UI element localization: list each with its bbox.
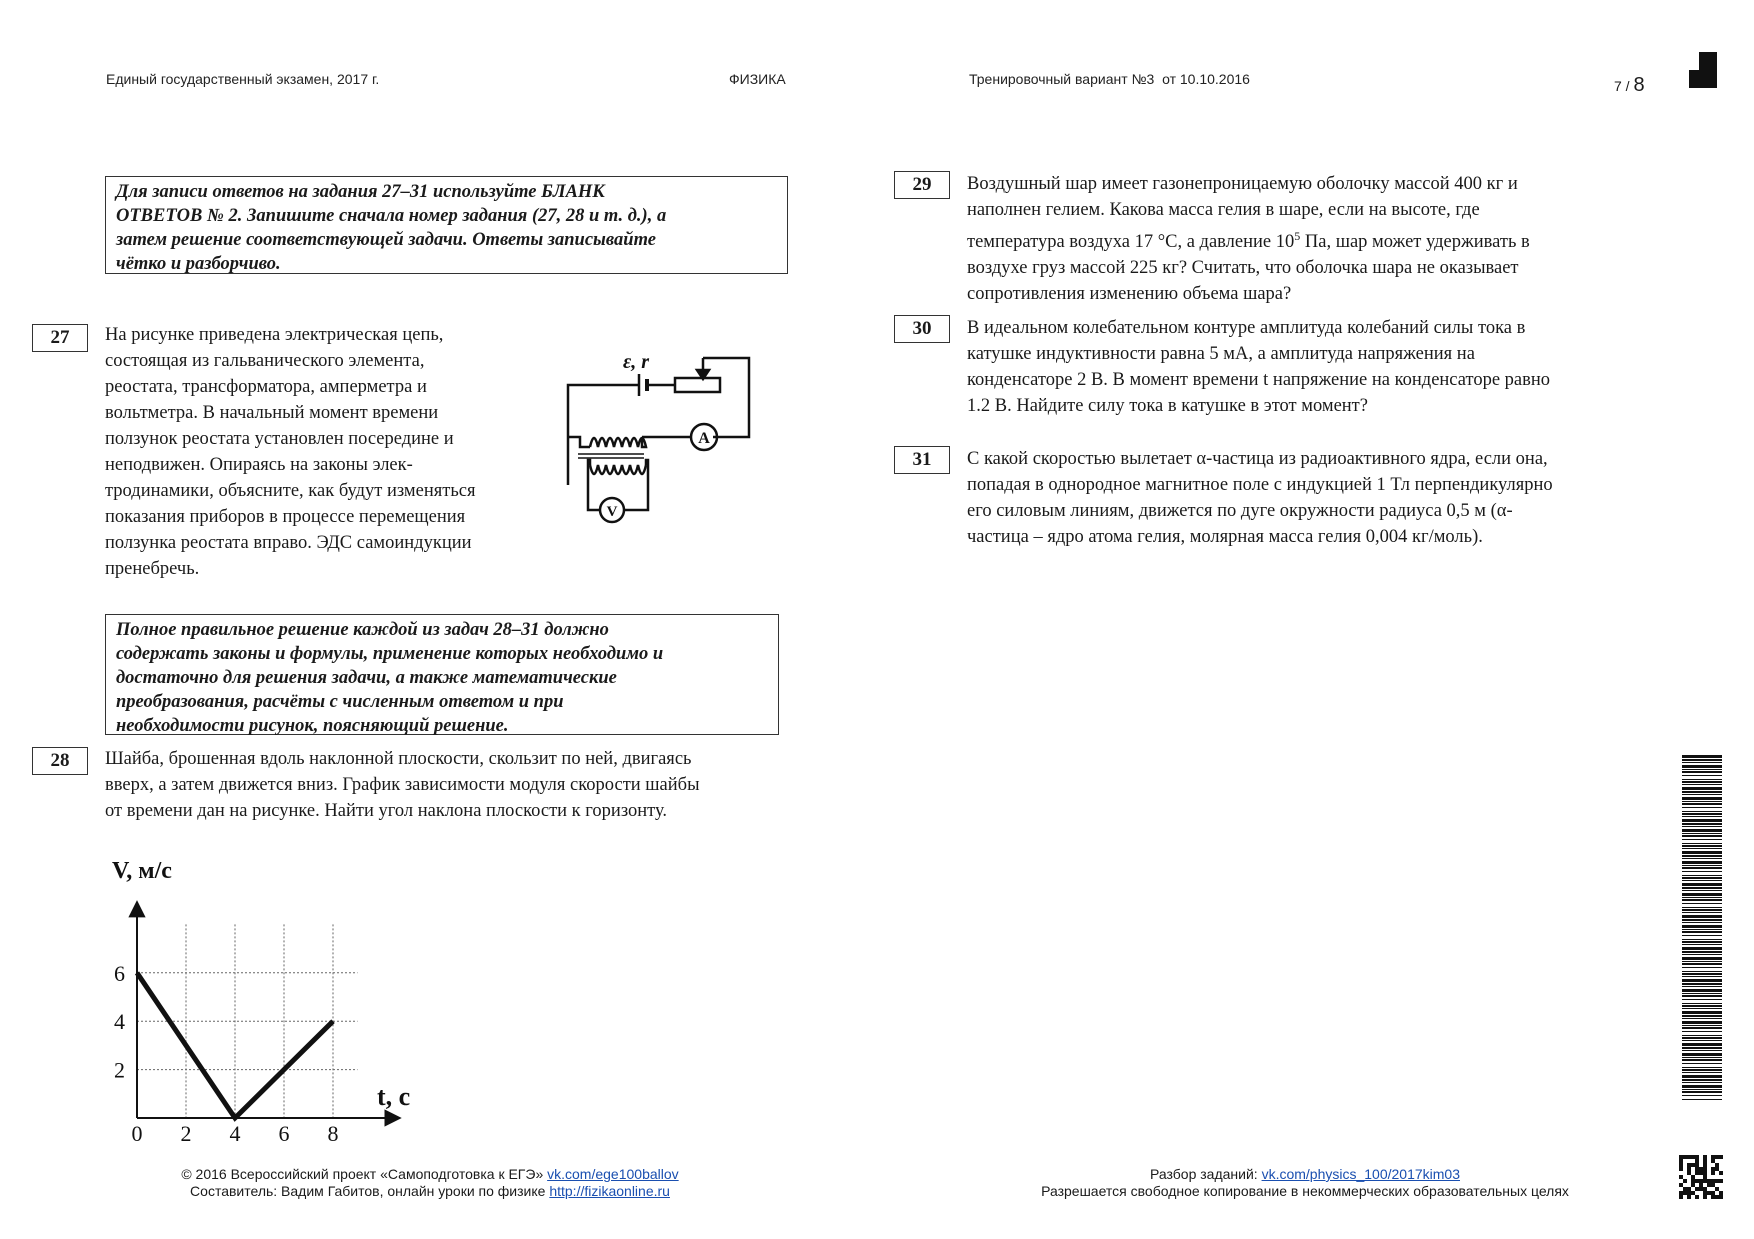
x-axis-arrow-icon [386,1111,400,1125]
page-current: 7 [1614,78,1622,94]
task-number-30: 30 [894,315,950,343]
secondary-coil-icon [590,465,646,474]
header-subject: ФИЗИКА [729,71,786,87]
footer-left [150,1166,710,1200]
instruction-top: Для записи ответов на задания 27–31 используйте БЛАНК ОТВЕТОВ № 2. Запишите сначала номер задания (27, 28 и т. д.), а затем решение соответствующей задачи. Ответы записывайте чётко и разборчиво. [105,176,788,274]
velocity-chart [95,850,435,1150]
task29-line-pressure: температура воздуха 17 °C, а давление $10^5$ Па, шар может удерживать в [967,229,1530,253]
task30-text: В идеальном колебательном контуре амплитуда колебаний силы тока в катушке индуктивности равна 5 мА, а амплитуда напряжения на конденсаторе 2 В. В момент времени t напряжение на конденсаторе равно 1.2 В. Найдите силу тока в катушке в этот момент? [967,318,1551,416]
x-tick-label: 8 [327,1121,339,1146]
corner-marker-icon [1689,52,1717,88]
footer-right [1000,1166,1610,1200]
footer-author-line: Составитель: Вадим Габитов, онлайн уроки по физике http://fizikaonline.ru [190,1183,670,1199]
footer-license: Разрешается свободное копирование в некоммерческих образовательных целях [1041,1183,1569,1199]
task29-text: Воздушный шар имеет газонепроницаемую оболочку массой 400 кг и наполнен гелием. Какова масса гелия в шаре, если на высоте, где температура воздуха 17 °C, а давление $10^5$ Па, шар может удерживать в воздухе груз массой 225 кг? Считать, что оболочка шара не оказывает сопротивления изменению объема шара? [967,174,1530,305]
qr-code-icon [1679,1155,1723,1199]
y-axis-arrow-icon [130,902,144,916]
task-number-27: 27 [32,324,88,352]
page-separator: / [1621,78,1634,94]
x-tick-label: 4 [229,1121,241,1146]
x-axis-label: t, с [377,1082,411,1111]
y-tick-label: 6 [114,960,125,986]
footer-project-line: © 2016 Всероссийский проект «Самоподготовка к ЕГЭ» vk.com/ege100ballov [181,1166,679,1182]
x-tick-label: 6 [278,1121,290,1146]
footer-analysis-line: Разбор заданий: vk.com/physics_100/2017kim03 [1150,1166,1460,1182]
task-number-28: 28 [32,747,88,775]
task28-text: Шайба, брошенная вдоль наклонной плоскости, скользит по ней, двигаясь вверх, а затем движется вниз. График зависимости модуля скорости шайбы от времени дан на рисунке. Найти угол наклона плоскости к горизонту. [105,749,700,821]
circuit-wire-coil-left [568,437,590,447]
task27-text: На рисунке приведена электрическая цепь, состоящая из гальванического элемента, реостата, трансформатора, амперметра и вольтметра. В начальный момент времени ползунок реостата установлен посередине и неподвижен. Опираясь на законы элек- тродинамики, объясните, как будут изменяться показания приборов в процессе перемещения ползунка реостата вправо. ЭДС самоиндукции пренебречь. [105,325,476,579]
x-tick-label: 0 [131,1121,143,1146]
footer-analysis-link[interactable]: vk.com/physics_100/2017kim03 [1261,1166,1460,1182]
y-tick-label: 2 [114,1057,125,1083]
instruction-mid: Полное правильное решение каждой из задач 28–31 должно содержать законы и формулы, применение которых необходимо и достаточно для решения задачи, а также математические преобразования, расчёты с численным ответом и при необходимости рисунок, поясняющий решение. [105,614,779,735]
circuit-diagram [560,340,760,530]
page-number [1614,74,1645,97]
ammeter-label: A [698,430,710,447]
header-variant: Тренировочный вариант №3 от 10.10.2016 [969,71,1250,87]
task31-text: С какой скоростью вылетает α-частица из радиоактивного ядра, если она, попадая в однородное магнитное поле с индукцией 1 Тл перпендикулярно его силовым линиям, движется по дуге окружности радиуса 0,5 м (α- частица – ядро атома гелия, молярная масса гелия 0,004 кг/моль). [967,449,1553,547]
barcode-icon [1682,755,1722,1101]
footer-author-link[interactable]: http://fizikaonline.ru [549,1183,670,1199]
y-tick-label: 4 [114,1009,125,1035]
y-axis-label: V, м/с [112,858,172,884]
primary-coil-icon [590,437,646,447]
task-number-31: 31 [894,446,950,474]
rheostat-icon [675,378,720,392]
header-exam: Единый государственный экзамен, 2017 г. [106,71,380,87]
page-total: 8 [1633,74,1645,96]
emf-label: ε, r [623,351,649,373]
x-tick-label: 2 [180,1121,192,1146]
task-number-29: 29 [894,171,950,199]
footer-project-link[interactable]: vk.com/ege100ballov [547,1166,679,1182]
voltmeter-label: V [606,504,618,520]
